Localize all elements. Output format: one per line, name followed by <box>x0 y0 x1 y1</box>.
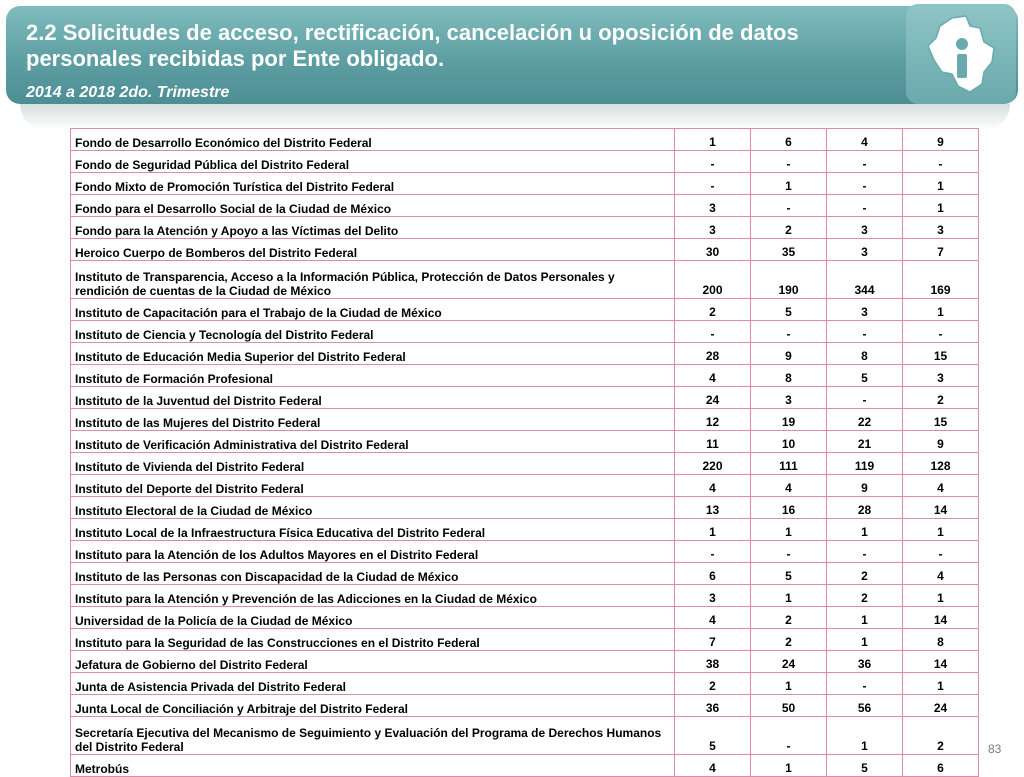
value-cell: - <box>751 195 827 217</box>
value-cell: - <box>827 321 903 343</box>
value-cell: 3 <box>675 217 751 239</box>
value-cell: 8 <box>751 365 827 387</box>
table-row <box>71 695 979 717</box>
value-cell: 2 <box>903 387 979 409</box>
value-cell: - <box>827 173 903 195</box>
value-cell: 2 <box>751 607 827 629</box>
value-cell: 190 <box>751 261 827 299</box>
entity-name-cell: Instituto del Deporte del Distrito Federal <box>71 475 675 497</box>
value-cell: 56 <box>827 695 903 717</box>
entity-name-cell: Instituto para la Seguridad de las Construcciones en el Distrito Federal <box>71 629 675 651</box>
table-row <box>71 129 979 151</box>
requests-table-body <box>71 129 979 777</box>
value-cell: 2 <box>675 673 751 695</box>
table-row <box>71 717 979 755</box>
value-cell: 4 <box>751 475 827 497</box>
value-cell: 8 <box>903 629 979 651</box>
page-subtitle: 2014 a 2018 2do. Trimestre <box>26 84 230 101</box>
value-cell: 36 <box>827 651 903 673</box>
value-cell: 5 <box>675 717 751 755</box>
value-cell: 1 <box>751 585 827 607</box>
value-cell: 4 <box>675 475 751 497</box>
value-cell: 169 <box>903 261 979 299</box>
table-row <box>71 755 979 777</box>
value-cell: 3 <box>675 585 751 607</box>
value-cell: 1 <box>903 673 979 695</box>
value-cell: 111 <box>751 453 827 475</box>
entity-name-cell: Instituto de Educación Media Superior del Distrito Federal <box>71 343 675 365</box>
table-row <box>71 541 979 563</box>
value-cell: - <box>675 541 751 563</box>
table-row <box>71 261 979 299</box>
value-cell: - <box>675 321 751 343</box>
value-cell: 14 <box>903 497 979 519</box>
value-cell: - <box>751 321 827 343</box>
value-cell: 1 <box>827 717 903 755</box>
value-cell: 3 <box>827 239 903 261</box>
value-cell: - <box>903 151 979 173</box>
value-cell: 30 <box>675 239 751 261</box>
value-cell: 5 <box>827 755 903 777</box>
value-cell: 24 <box>675 387 751 409</box>
value-cell: 24 <box>751 651 827 673</box>
entity-name-cell: Instituto Electoral de la Ciudad de México <box>71 497 675 519</box>
value-cell: 1 <box>751 173 827 195</box>
value-cell: 1 <box>751 519 827 541</box>
entity-name-cell: Fondo para el Desarrollo Social de la Ciudad de México <box>71 195 675 217</box>
entity-name-cell: Secretaría Ejecutiva del Mecanismo de Seguimiento y Evaluación del Programa de Derechos Humanos del Distrito Federal <box>71 717 675 755</box>
table-row <box>71 475 979 497</box>
value-cell: 28 <box>675 343 751 365</box>
table-row <box>71 299 979 321</box>
value-cell: 36 <box>675 695 751 717</box>
entity-name-cell: Instituto de Transparencia, Acceso a la Información Pública, Protección de Datos Personales y rendición de cuentas de la Ciudad de México <box>71 261 675 299</box>
entity-name-cell: Universidad de la Policía de la Ciudad de México <box>71 607 675 629</box>
value-cell: 15 <box>903 343 979 365</box>
entity-name-cell: Instituto de las Personas con Discapacidad de la Ciudad de México <box>71 563 675 585</box>
page-title: 2.2 Solicitudes de acceso, rectificación, cancelación u oposición de datos personales recibidas por Ente obligado. <box>26 20 799 71</box>
value-cell: 35 <box>751 239 827 261</box>
value-cell: 1 <box>751 673 827 695</box>
table-row <box>71 365 979 387</box>
value-cell: 1 <box>827 519 903 541</box>
value-cell: - <box>827 387 903 409</box>
value-cell: 7 <box>675 629 751 651</box>
table-row <box>71 321 979 343</box>
value-cell: 21 <box>827 431 903 453</box>
value-cell: 3 <box>903 365 979 387</box>
value-cell: - <box>675 173 751 195</box>
value-cell: 1 <box>903 195 979 217</box>
value-cell: 3 <box>827 217 903 239</box>
value-cell: 4 <box>675 607 751 629</box>
table-row <box>71 607 979 629</box>
value-cell: - <box>827 673 903 695</box>
value-cell: 1 <box>675 129 751 151</box>
table-row <box>71 173 979 195</box>
value-cell: 2 <box>751 629 827 651</box>
value-cell: 3 <box>751 387 827 409</box>
value-cell: - <box>903 321 979 343</box>
value-cell: 1 <box>827 607 903 629</box>
table-row <box>71 343 979 365</box>
requests-table <box>70 128 979 777</box>
value-cell: 220 <box>675 453 751 475</box>
value-cell: 4 <box>903 563 979 585</box>
entity-name-cell: Fondo para la Atención y Apoyo a las Víctimas del Delito <box>71 217 675 239</box>
value-cell: 9 <box>903 129 979 151</box>
value-cell: 3 <box>903 217 979 239</box>
entity-name-cell: Fondo Mixto de Promoción Turística del Distrito Federal <box>71 173 675 195</box>
value-cell: 15 <box>903 409 979 431</box>
value-cell: 6 <box>751 129 827 151</box>
value-cell: 8 <box>827 343 903 365</box>
value-cell: 50 <box>751 695 827 717</box>
value-cell: 1 <box>903 585 979 607</box>
table-row <box>71 585 979 607</box>
value-cell: 22 <box>827 409 903 431</box>
value-cell: 2 <box>751 217 827 239</box>
value-cell: 9 <box>903 431 979 453</box>
value-cell: - <box>751 541 827 563</box>
value-cell: 24 <box>903 695 979 717</box>
value-cell: 5 <box>827 365 903 387</box>
entity-name-cell: Metrobús <box>71 755 675 777</box>
entity-name-cell: Instituto de Formación Profesional <box>71 365 675 387</box>
entity-name-cell: Instituto Local de la Infraestructura Física Educativa del Distrito Federal <box>71 519 675 541</box>
header-shadow <box>20 104 1010 130</box>
table-row <box>71 563 979 585</box>
table-row <box>71 431 979 453</box>
table-row <box>71 151 979 173</box>
value-cell: 1 <box>675 519 751 541</box>
value-cell: - <box>751 151 827 173</box>
entity-name-cell: Instituto para la Atención y Prevención de las Adicciones en la Ciudad de México <box>71 585 675 607</box>
table-row <box>71 519 979 541</box>
value-cell: 119 <box>827 453 903 475</box>
value-cell: 2 <box>675 299 751 321</box>
page-number: 83 <box>988 742 1002 756</box>
value-cell: 128 <box>903 453 979 475</box>
value-cell: 5 <box>751 563 827 585</box>
entity-name-cell: Instituto de Verificación Administrativa del Distrito Federal <box>71 431 675 453</box>
value-cell: 19 <box>751 409 827 431</box>
entity-name-cell: Fondo de Seguridad Pública del Distrito Federal <box>71 151 675 173</box>
value-cell: 1 <box>827 629 903 651</box>
value-cell: 200 <box>675 261 751 299</box>
value-cell: 3 <box>827 299 903 321</box>
table-row <box>71 651 979 673</box>
value-cell: 1 <box>903 173 979 195</box>
entity-name-cell: Instituto de Capacitación para el Trabajo de la Ciudad de México <box>71 299 675 321</box>
table-row <box>71 497 979 519</box>
header-banner <box>6 6 1018 104</box>
table-row <box>71 673 979 695</box>
value-cell: 12 <box>675 409 751 431</box>
value-cell: 4 <box>903 475 979 497</box>
value-cell: 4 <box>675 365 751 387</box>
value-cell: - <box>903 541 979 563</box>
value-cell: 2 <box>827 563 903 585</box>
value-cell: 7 <box>903 239 979 261</box>
value-cell: 1 <box>903 519 979 541</box>
entity-name-cell: Junta de Asistencia Privada del Distrito Federal <box>71 673 675 695</box>
value-cell: 4 <box>827 129 903 151</box>
entity-name-cell: Jefatura de Gobierno del Distrito Federal <box>71 651 675 673</box>
value-cell: 28 <box>827 497 903 519</box>
entity-name-cell: Instituto para la Atención de los Adultos Mayores en el Distrito Federal <box>71 541 675 563</box>
table-row <box>71 629 979 651</box>
value-cell: 14 <box>903 607 979 629</box>
table-row <box>71 239 979 261</box>
value-cell: - <box>827 541 903 563</box>
table-row <box>71 217 979 239</box>
table-row <box>71 387 979 409</box>
table-row <box>71 409 979 431</box>
value-cell: - <box>751 717 827 755</box>
value-cell: - <box>827 195 903 217</box>
table-row <box>71 453 979 475</box>
cdmx-map-info-logo-icon <box>922 12 1000 96</box>
value-cell: 1 <box>751 755 827 777</box>
value-cell: 5 <box>751 299 827 321</box>
entity-name-cell: Heroico Cuerpo de Bomberos del Distrito Federal <box>71 239 675 261</box>
value-cell: 1 <box>903 299 979 321</box>
entity-name-cell: Instituto de Vivienda del Distrito Federal <box>71 453 675 475</box>
table-row <box>71 195 979 217</box>
value-cell: 6 <box>903 755 979 777</box>
value-cell: 2 <box>827 585 903 607</box>
entity-name-cell: Fondo de Desarrollo Económico del Distrito Federal <box>71 129 675 151</box>
entity-name-cell: Instituto de las Mujeres del Distrito Federal <box>71 409 675 431</box>
value-cell: 9 <box>827 475 903 497</box>
value-cell: 344 <box>827 261 903 299</box>
value-cell: 14 <box>903 651 979 673</box>
entity-name-cell: Instituto de Ciencia y Tecnología del Distrito Federal <box>71 321 675 343</box>
value-cell: 2 <box>903 717 979 755</box>
value-cell: 3 <box>675 195 751 217</box>
value-cell: 9 <box>751 343 827 365</box>
value-cell: 38 <box>675 651 751 673</box>
entity-name-cell: Junta Local de Conciliación y Arbitraje del Distrito Federal <box>71 695 675 717</box>
value-cell: 16 <box>751 497 827 519</box>
value-cell: 10 <box>751 431 827 453</box>
entity-name-cell: Instituto de la Juventud del Distrito Federal <box>71 387 675 409</box>
value-cell: 6 <box>675 563 751 585</box>
value-cell: - <box>827 151 903 173</box>
logo-badge <box>906 4 1016 104</box>
value-cell: 13 <box>675 497 751 519</box>
value-cell: - <box>675 151 751 173</box>
value-cell: 11 <box>675 431 751 453</box>
value-cell: 4 <box>675 755 751 777</box>
